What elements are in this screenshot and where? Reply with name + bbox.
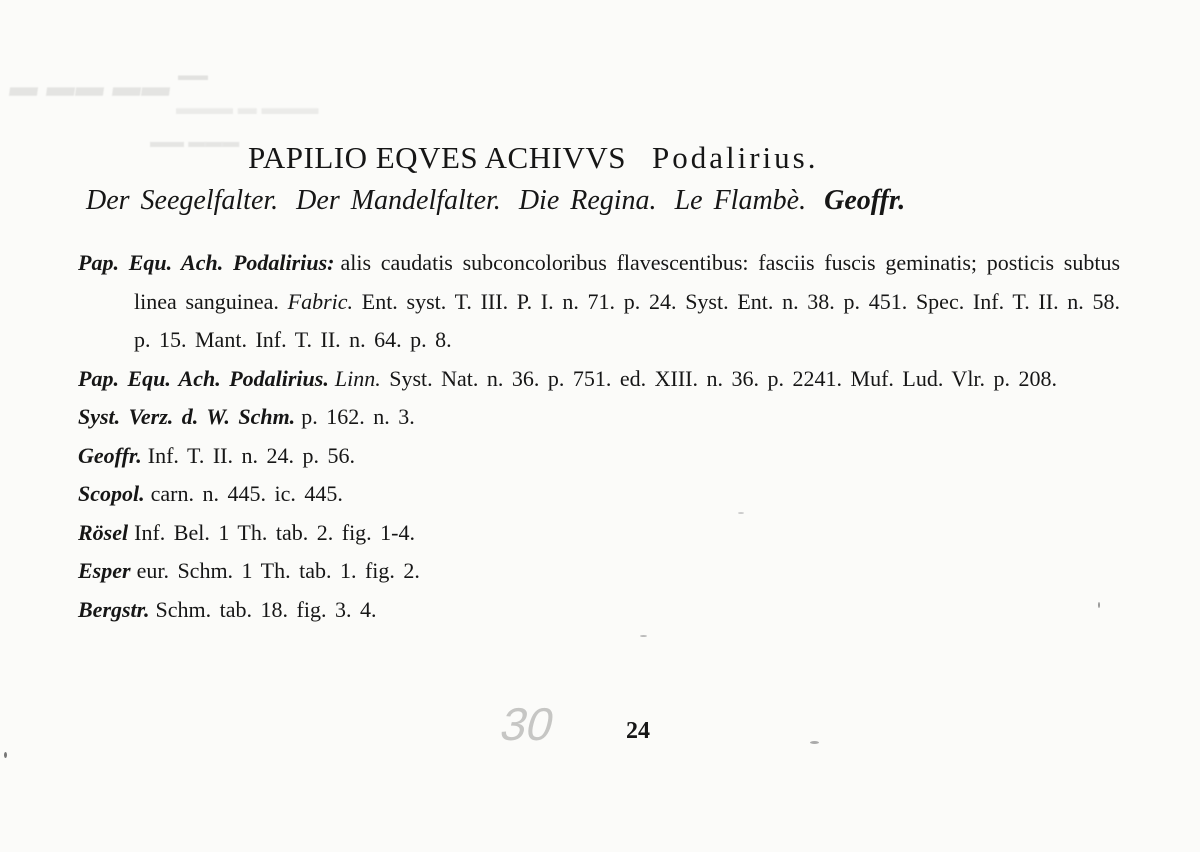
scan-speck [1098,602,1100,608]
common-name-author: Geoffr. [824,185,906,216]
scan-speck [4,752,7,758]
reference-entry [78,591,1120,630]
reference-author: Pap. Equ. Ach. Podalirius: [78,250,335,275]
bleed-through-mark: ▬▬ [178,68,208,84]
common-name: Le Flambè. [674,185,807,216]
title-genus: PAPILIO EQVES ACHIVVS [248,140,626,175]
reference-text: eur. Schm. 1 Th. tab. 1. fig. 2. [136,558,420,583]
reference-text: alis caudatis subconcoloribus flavescentibus: fasciis fuscis geminatis; posticis subtus linea sanguinea. [134,250,1121,314]
reference-text: Schm. tab. 18. fig. 3. 4. [155,596,377,622]
common-names [86,185,923,217]
reference-entry [78,360,1120,399]
reference-author: Bergstr. [78,596,150,622]
pencil-annotation: 30 [495,698,560,750]
reference-author: Esper [78,558,131,583]
bleed-through-mark: ▬ ▬▬ ▬▬ [7,72,174,103]
scan-speck [640,635,647,637]
reference-author: Syst. Verz. d. W. Schm. [78,404,296,429]
reference-source: Fabric. [287,288,354,314]
common-name: Der Seegelfalter. [86,185,279,216]
common-name: Der Mandelfalter. [296,185,501,216]
reference-author: Pap. Equ. Ach. Podalirius. [78,365,329,391]
reference-text: Inf. Bel. 1 Th. tab. 2. fig. 1-4. [134,519,416,545]
common-name: Die Regina. [518,185,657,216]
reference-entry [78,437,1120,476]
reference-citation: Syst. Nat. n. 36. p. 751. ed. XIII. n. 36. p. 2241. Muf. Lud. Vlr. p. 208. [380,365,1058,391]
reference-author: Scopol. [78,481,145,506]
reference-source: Linn. [334,365,381,391]
bleed-through-mark: ▬▬ ▬▬▬ [150,132,240,151]
reference-citation: Ent. syst. T. III. P. I. n. 71. p. 24. Syst. Ent. n. 38. p. 451. Spec. Inf. T. II. n. 58. p. 15. Mant. Inf. T. II. n. 64. p. 8. [134,288,1120,352]
reference-author: Geoffr. [78,442,142,468]
reference-text: Inf. T. II. n. 24. p. 56. [147,442,355,468]
page-title [248,140,818,176]
reference-entry [78,514,1120,553]
scan-speck [810,741,819,744]
reference-author: Rösel [78,519,129,545]
page-number: 24 [626,718,650,744]
reference-text: p. 162. n. 3. [301,404,415,429]
reference-entry [78,475,1120,514]
reference-list [78,244,1120,629]
reference-text: carn. n. 445. ic. 445. [150,481,343,506]
title-species: Podalirius. [651,140,819,175]
reference-entry [78,398,1120,437]
bleed-through-mark: ▬▬▬ ▬ ▬▬▬ [176,98,319,119]
reference-entry [78,552,1120,591]
scan-speck [738,512,744,514]
reference-entry [78,244,1120,360]
